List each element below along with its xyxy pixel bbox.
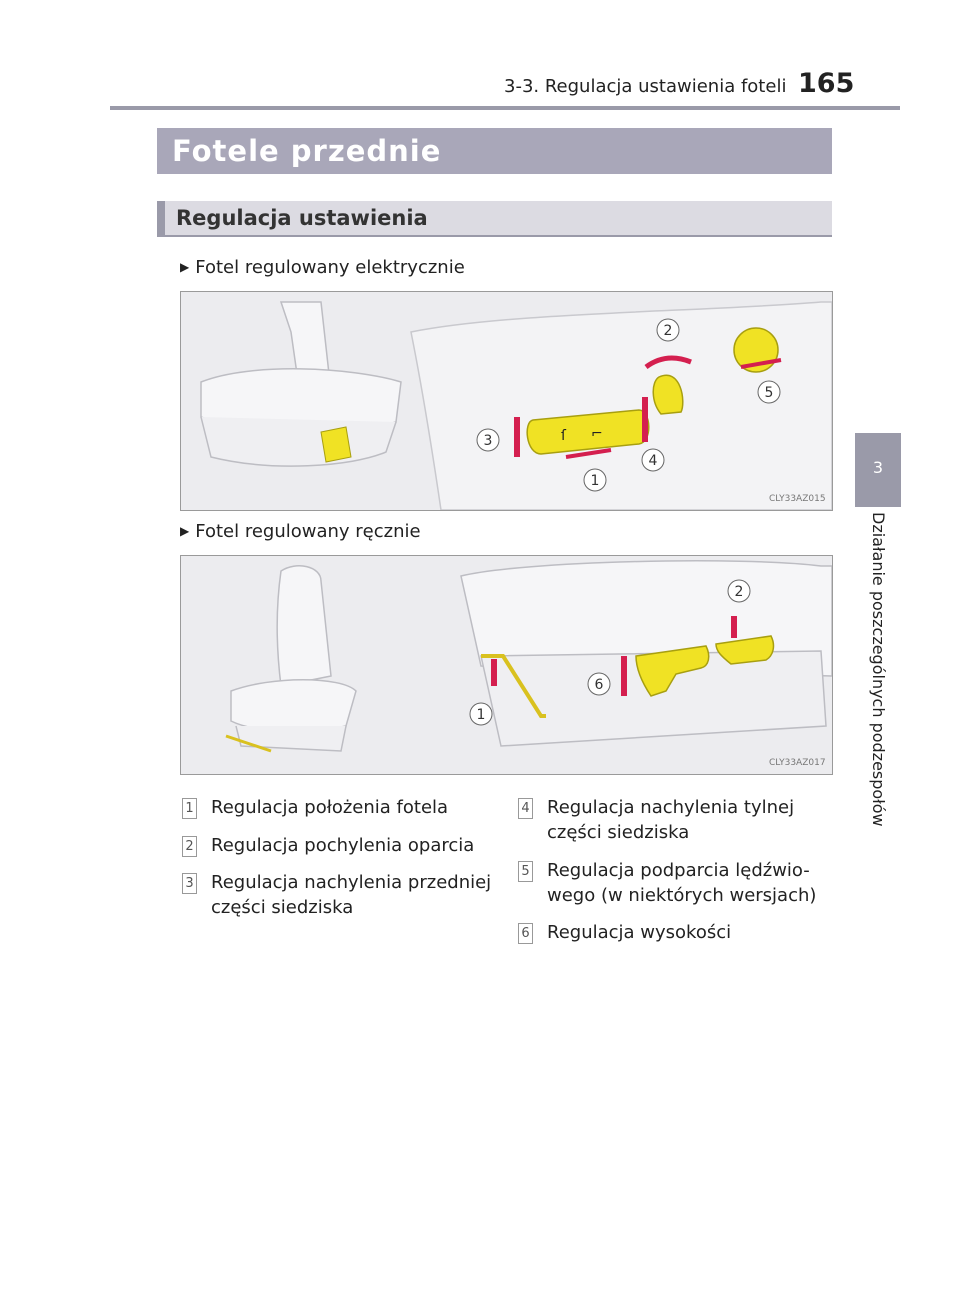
subsection-rule [157, 235, 832, 237]
bullet-triangle-icon: ▶ [180, 260, 190, 274]
callout-2: 2 [663, 323, 673, 339]
legend-item-2: 2 Regulacja pochylenia oparcia [182, 833, 474, 858]
manual-seat-illustration [181, 556, 832, 774]
legend-item-6: 6 Regulacja wysokości [518, 920, 731, 945]
svg-text:ſ: ſ [561, 428, 566, 444]
power-seat-illustration [181, 292, 832, 510]
legend-number: 1 [182, 798, 197, 819]
svg-text:⌐: ⌐ [591, 426, 603, 442]
chapter-tab-number: 3 [872, 458, 884, 477]
legend-number: 2 [182, 836, 197, 857]
legend-number: 3 [182, 873, 197, 894]
callout-2: 2 [734, 584, 744, 600]
chapter-tab-label: Działanie poszczególnych podzespołów [869, 512, 888, 827]
figure-2-code: CLY33AZ017 [769, 758, 826, 768]
legend-item-4: 4 Regulacja nachylenia tylnej części siedziska [518, 795, 794, 845]
callout-6: 6 [594, 677, 604, 693]
bullet-triangle-icon: ▶ [180, 524, 190, 538]
legend-item-5: 5 Regulacja podparcia lędźwio- wego (w niektórych wersjach) [518, 858, 816, 908]
subsection-title: Regulacja ustawienia [176, 206, 428, 230]
figure-manual-seat [180, 555, 833, 775]
subsection-accent-bar [157, 201, 165, 235]
figure-1-code: CLY33AZ015 [769, 494, 826, 504]
running-header: 3-3. Regulacja ustawienia foteli [504, 76, 787, 97]
legend-item-3: 3 Regulacja nachylenia przedniej części siedziska [182, 870, 491, 920]
header-rule [110, 106, 900, 110]
callout-4: 4 [648, 453, 658, 469]
legend-item-1: 1 Regulacja położenia fotela [182, 795, 448, 820]
figure-1-caption: ▶ Fotel regulowany elektrycznie [180, 257, 465, 278]
callout-1: 1 [590, 473, 600, 489]
legend-number: 4 [518, 798, 533, 819]
legend-number: 6 [518, 923, 533, 944]
figure-2-caption: ▶ Fotel regulowany ręcznie [180, 521, 421, 542]
figure-power-seat [180, 291, 833, 511]
section-title: Fotele przednie [172, 134, 442, 168]
callout-5: 5 [764, 385, 774, 401]
callout-1: 1 [476, 707, 486, 723]
callout-3: 3 [483, 433, 493, 449]
page-number: 165 [798, 68, 855, 99]
legend-number: 5 [518, 861, 533, 882]
